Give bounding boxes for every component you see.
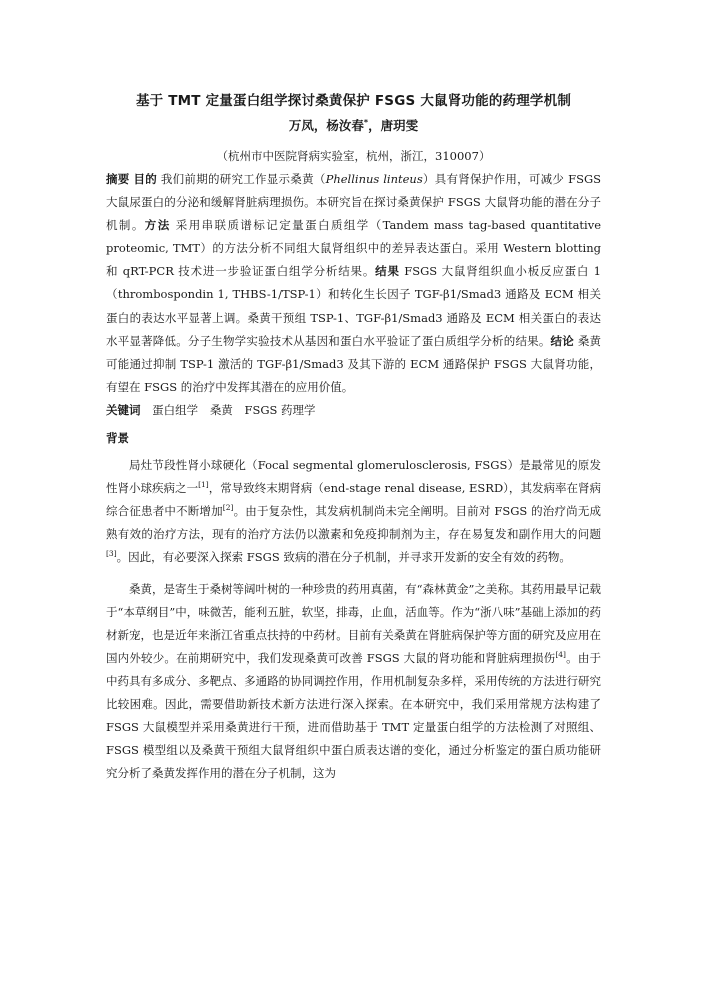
author-list [106, 114, 601, 138]
keywords-label: 关键词 [106, 402, 141, 417]
paragraph-text: ，常导致终末期肾病（end-stage renal disease, ESRD），其发病率在肾病综合征患者中不断增加 [106, 481, 601, 519]
conclusion-label: 结论 [550, 333, 574, 348]
result-text: FSGS 大鼠肾组织血小板反应蛋白 1（thrombospondin 1, THBS-1/TSP-1）和转化生长因子 TGF-β1/Smad3 通路及 ECM 相关蛋白的表达水平显著上调。桑黄干预组 TSP-1、TGF-β1/Smad3 通路及 ECM 相关蛋白的表达水平显著降低。分子生物学实验技术从基因和蛋白水平验证了蛋白质组学分析的结果。 [106, 264, 601, 348]
citation-ref-3[interactable]: [3] [106, 549, 117, 559]
background-section [106, 454, 601, 785]
author-names: 万凤，杨汝春 [288, 118, 364, 133]
paper-page [106, 88, 601, 785]
paragraph-text: 桑黄，是寄生于桑树等阔叶树的一种珍贵的药用真菌，有“森林黄金”之美称。其药用最早记载于“本草纲目”中，味微苦，能利五脏，软坚，排毒，止血，活血等。作为“浙八味”基础上添加的药材新宠，也是近年来浙江省重点扶持的中药材。目前有关桑黄在肾脏病保护等方面的研究及应用在国内外较少。在前期研究中，我们发现桑黄可改善 FSGS 大鼠的肾功能和肾脏病理损伤 [106, 581, 602, 665]
abstract-block [106, 168, 601, 422]
paragraph-gap [106, 570, 601, 578]
paper-title: 基于 TMT 定量蛋白组学探讨桑黄保护 FSGS 大鼠肾功能的药理学机制 [135, 93, 572, 109]
citation-ref-1[interactable]: [1] [198, 480, 209, 490]
keyword-item: FSGS 药理学 [244, 402, 316, 417]
abstract-label: 摘要 [106, 172, 130, 186]
keywords [106, 399, 601, 422]
citation-ref-2[interactable]: [2] [222, 503, 234, 513]
abstract [106, 168, 601, 399]
conclusion-text: 桑黄可能通过抑制 TSP-1 激活的 TGF-β1/Smad3 及其下游的 ECM 通路保护 FSGS 大鼠肾功能，有望在 FSGS 的治疗中发挥其潜在的应用价值。 [106, 333, 602, 394]
keyword-item: 桑黄 [209, 402, 233, 417]
aim-text-continued: ）具有肾保护作用，可减少 FSGS 大鼠尿蛋白的分泌和缓解肾脏病理损伤。本研究旨在探讨桑黄保护 FSGS 大鼠肾功能的潜在分子机制。 [106, 172, 602, 233]
corresponding-author-mark: * [363, 117, 369, 127]
aim-text: 我们前期的研究工作显示桑黄（ [160, 172, 326, 186]
paragraph-text: 。因此，有必要深入探索 FSGS 致病的潜在分子机制，并寻求开发新的安全有效的药物。 [116, 550, 571, 565]
aim-label: 目的 [133, 172, 157, 186]
keyword-item: 蛋白组学 [152, 402, 199, 417]
section-heading-background: 背景 [106, 431, 129, 446]
method-text: 采用串联质谱标记定量蛋白质组学（Tandem mass tag-based quantitative proteomic, TMT）的方法分析不同组大鼠肾组织中的差异表达蛋白。采用 Western blotting 和 qRT-PCR 技术进一步验证蛋白组学分析结果。 [106, 218, 602, 279]
citation-ref-4[interactable]: [4] [555, 649, 566, 659]
background-paragraph-1 [106, 454, 601, 569]
paragraph-text: 。由于中药具有多成分、多靶点、多通路的协同调控作用，作用机制复杂多样，采用传统的方法进行研究比较困难。因此，需要借助新技术新方法进行深入探索。在本研究中，我们采用常规方法构建了 FSGS 大鼠模型并采用桑黄进行干预，进而借助基于 TMT 定量蛋白组学的方法检测了对照组、FSGS 模型组以及桑黄干预组大鼠肾组织中蛋白质表达谱的变化，通过分析鉴定的蛋白质功能研究分析了桑黄发挥作用的潜在分子机制，这为 [106, 650, 602, 781]
background-paragraph-2 [106, 578, 601, 786]
affiliation: （杭州市中医院肾病实验室，杭州，浙江，310007） [216, 149, 491, 163]
author-names-tail: ，唐玥雯 [368, 118, 419, 133]
paragraph-text: 。由于复杂性，其发病机制尚未完全阐明。目前对 FSGS 的治疗尚无成熟有效的治疗方法，现有的治疗方法仍以激素和免疫抑制剂为主，存在易复发和副作用大的问题 [106, 504, 602, 542]
method-label: 方法 [144, 218, 171, 233]
species-name: Phellinus linteus [325, 172, 423, 186]
result-label: 结果 [375, 264, 400, 279]
paragraph-text: 局灶节段性肾小球硬化（Focal segmental glomerulosclerosis, FSGS）是最常见的原发性肾小球疾病之一 [106, 458, 601, 496]
